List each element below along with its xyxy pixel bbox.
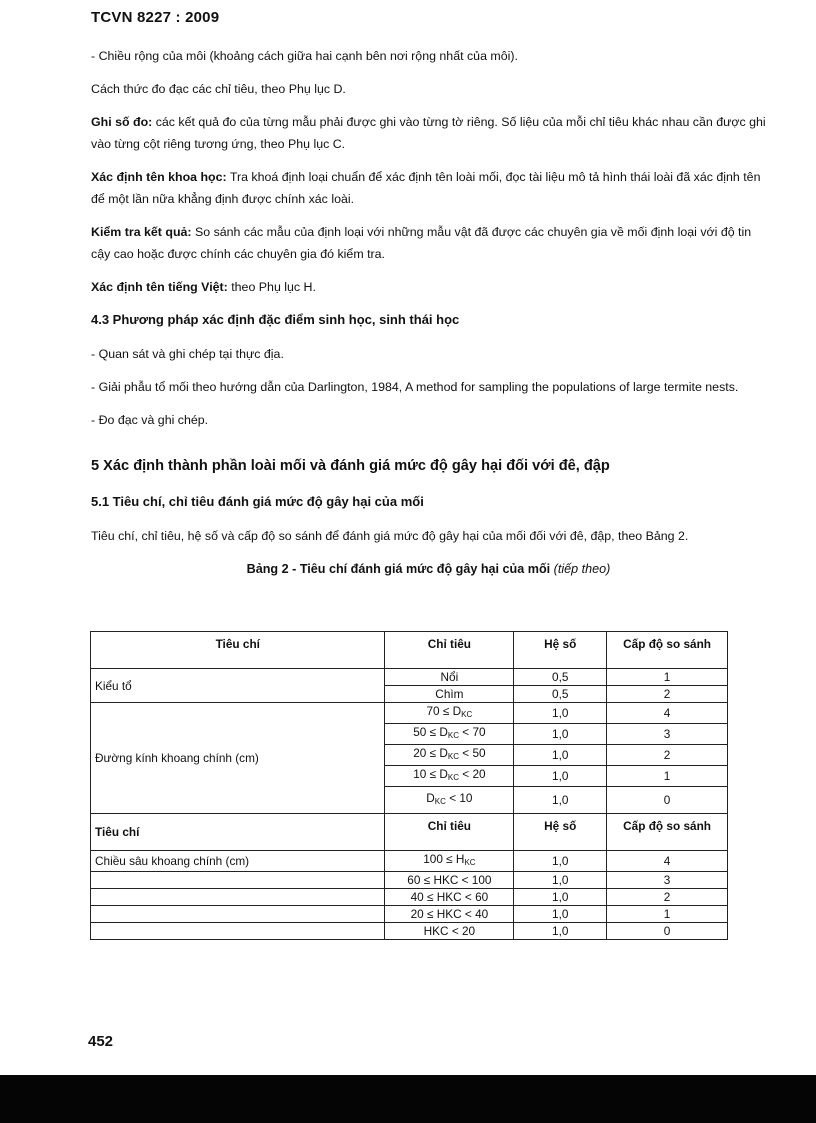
empty-cell <box>91 872 385 889</box>
indicator-text: 100 ≤ H <box>423 852 465 866</box>
indicator-subscript: KC <box>447 773 459 782</box>
paragraph <box>91 166 766 210</box>
indicator-cell <box>385 787 514 814</box>
table-header-row <box>91 632 728 669</box>
indicator-cell: 40 ≤ HKC < 60 <box>385 889 514 906</box>
coefficient-cell: 1,0 <box>514 766 607 787</box>
indicator-cell <box>385 703 514 724</box>
section-heading-5: 5 Xác định thành phần loài mối và đánh giá mức độ gây hại đối với đê, đập <box>91 458 610 474</box>
indicator-subscript: KC <box>447 752 459 761</box>
indicator-text: < 50 <box>459 746 486 760</box>
header-cell: Cấp độ so sánh <box>607 814 728 851</box>
paragraph: Tiêu chí, chỉ tiêu, hệ số và cấp độ so sánh để đánh giá mức độ gây hại của mối đối với đê, đập, theo Bảng 2. <box>91 529 689 543</box>
header-cell: Hệ số <box>514 632 607 669</box>
level-cell: 2 <box>607 745 728 766</box>
body-text <box>91 45 766 588</box>
criteria-table <box>90 631 728 940</box>
indicator-text: < 20 <box>459 767 486 781</box>
header-cell: Chỉ tiêu <box>385 632 514 669</box>
coefficient-cell: 1,0 <box>514 703 607 724</box>
table-row <box>91 872 728 889</box>
level-cell: 1 <box>607 669 728 686</box>
indicator-cell: 60 ≤ HKC < 100 <box>385 872 514 889</box>
level-cell: 3 <box>607 724 728 745</box>
indicator-subscript: KC <box>464 858 476 867</box>
level-cell: 2 <box>607 686 728 703</box>
indicator-subscript: KC <box>461 710 473 719</box>
header-cell: Cấp độ so sánh <box>607 632 728 669</box>
indicator-cell <box>385 851 514 872</box>
indicator-text: 20 ≤ D <box>413 746 448 760</box>
header-cell: Tiêu chí <box>91 814 385 851</box>
paragraph: - Quan sát và ghi chép tại thực địa. <box>91 347 284 361</box>
level-cell: 0 <box>607 787 728 814</box>
indicator-text: 70 ≤ D <box>426 704 462 718</box>
paragraph: - Chiều rộng của môi (khoảng cách giữa hai cạnh bên nơi rộng nhất của môi). <box>91 49 518 63</box>
criterion-cell: Kiểu tổ <box>91 669 385 703</box>
paragraph-label: Kiểm tra kết quả: <box>91 225 192 239</box>
coefficient-cell: 1,0 <box>514 906 607 923</box>
level-cell: 1 <box>607 906 728 923</box>
empty-cell <box>91 889 385 906</box>
table-row <box>91 906 728 923</box>
table-row <box>91 851 728 872</box>
paragraph <box>91 276 766 298</box>
header-cell: Tiêu chí <box>91 632 385 669</box>
paragraph-label: Xác định tên khoa học: <box>91 170 227 184</box>
paragraph: Cách thức đo đạc các chỉ tiêu, theo Phụ lục D. <box>91 82 346 96</box>
criterion-cell: Chiều sâu khoang chính (cm) <box>91 851 385 872</box>
indicator-text: 10 ≤ D <box>413 767 448 781</box>
coefficient-cell: 0,5 <box>514 669 607 686</box>
table-row <box>91 923 728 940</box>
level-cell: 2 <box>607 889 728 906</box>
indicator-text: 50 ≤ D <box>413 725 448 739</box>
indicator-text: < 10 <box>445 791 473 805</box>
table-caption-note: (tiếp theo) <box>553 562 611 576</box>
section-heading-4-3: 4.3 Phương pháp xác định đặc điểm sinh học, sinh thái học <box>91 312 460 327</box>
coefficient-cell: 1,0 <box>514 787 607 814</box>
paragraph <box>91 221 766 265</box>
header-cell: Hệ số <box>514 814 607 851</box>
coefficient-cell: 1,0 <box>514 872 607 889</box>
scan-border <box>0 1075 816 1123</box>
level-cell: 1 <box>607 766 728 787</box>
paragraph <box>91 111 766 155</box>
table-row <box>91 889 728 906</box>
coefficient-cell: 1,0 <box>514 745 607 766</box>
indicator-cell: Nổi <box>385 669 514 686</box>
paragraph-label: Xác định tên tiếng Việt: <box>91 280 228 294</box>
paragraph-label: Ghi số đo: <box>91 115 153 129</box>
indicator-cell: HKC < 20 <box>385 923 514 940</box>
table-row <box>91 703 728 724</box>
level-cell: 3 <box>607 872 728 889</box>
coefficient-cell: 1,0 <box>514 724 607 745</box>
indicator-text: D <box>426 791 435 805</box>
indicator-cell <box>385 724 514 745</box>
coefficient-cell: 1,0 <box>514 923 607 940</box>
level-cell: 0 <box>607 923 728 940</box>
section-heading-5-1: 5.1 Tiêu chí, chỉ tiêu đánh giá mức độ gây hại của mối <box>91 494 424 509</box>
indicator-subscript: KC <box>447 731 459 740</box>
coefficient-cell: 1,0 <box>514 889 607 906</box>
table-caption-text: Bảng 2 - Tiêu chí đánh giá mức độ gây hại của mối <box>246 562 551 576</box>
standard-code-header: TCVN 8227 : 2009 <box>91 9 220 26</box>
coefficient-cell: 0,5 <box>514 686 607 703</box>
indicator-cell: Chìm <box>385 686 514 703</box>
paragraph-text: theo Phụ lục H. <box>227 280 316 294</box>
indicator-cell <box>385 766 514 787</box>
empty-cell <box>91 923 385 940</box>
empty-cell <box>91 906 385 923</box>
paragraph-text: Tra khoá định loại chuẩn để xác định tên loài mối, đọc tài liệu mô tả hình thái loài đã xác định tên để một lần nữa khẳng định được chính xác loài. <box>91 170 761 206</box>
table-subheader-row <box>91 814 728 851</box>
table-row <box>91 669 728 686</box>
table-caption <box>91 558 766 580</box>
indicator-cell: 20 ≤ HKC < 40 <box>385 906 514 923</box>
paragraph: - Đo đạc và ghi chép. <box>91 413 209 427</box>
paragraph-text: So sánh các mẫu của định loại với những mẫu vật đã được các chuyên gia về mối định loại với độ tin cậy cao hoặc được chính các chuyên gia đó kiểm tra. <box>91 225 752 261</box>
level-cell: 4 <box>607 851 728 872</box>
indicator-cell <box>385 745 514 766</box>
paragraph-text: các kết quả đo của từng mẫu phải được ghi vào từng tờ riêng. Số liệu của mỗi chỉ tiêu khác nhau cần được ghi vào từng cột riêng tương ứng, theo Phụ lục C. <box>91 115 766 151</box>
header-cell: Chỉ tiêu <box>385 814 514 851</box>
page-number: 452 <box>88 1033 114 1050</box>
paragraph: - Giải phẫu tổ mối theo hướng dẫn của Darlington, 1984, A method for sampling the populations of large termite nests. <box>91 380 739 394</box>
indicator-text: < 70 <box>459 725 486 739</box>
indicator-subscript: KC <box>434 797 446 806</box>
coefficient-cell: 1,0 <box>514 851 607 872</box>
level-cell: 4 <box>607 703 728 724</box>
criterion-cell: Đường kính khoang chính (cm) <box>91 703 385 814</box>
